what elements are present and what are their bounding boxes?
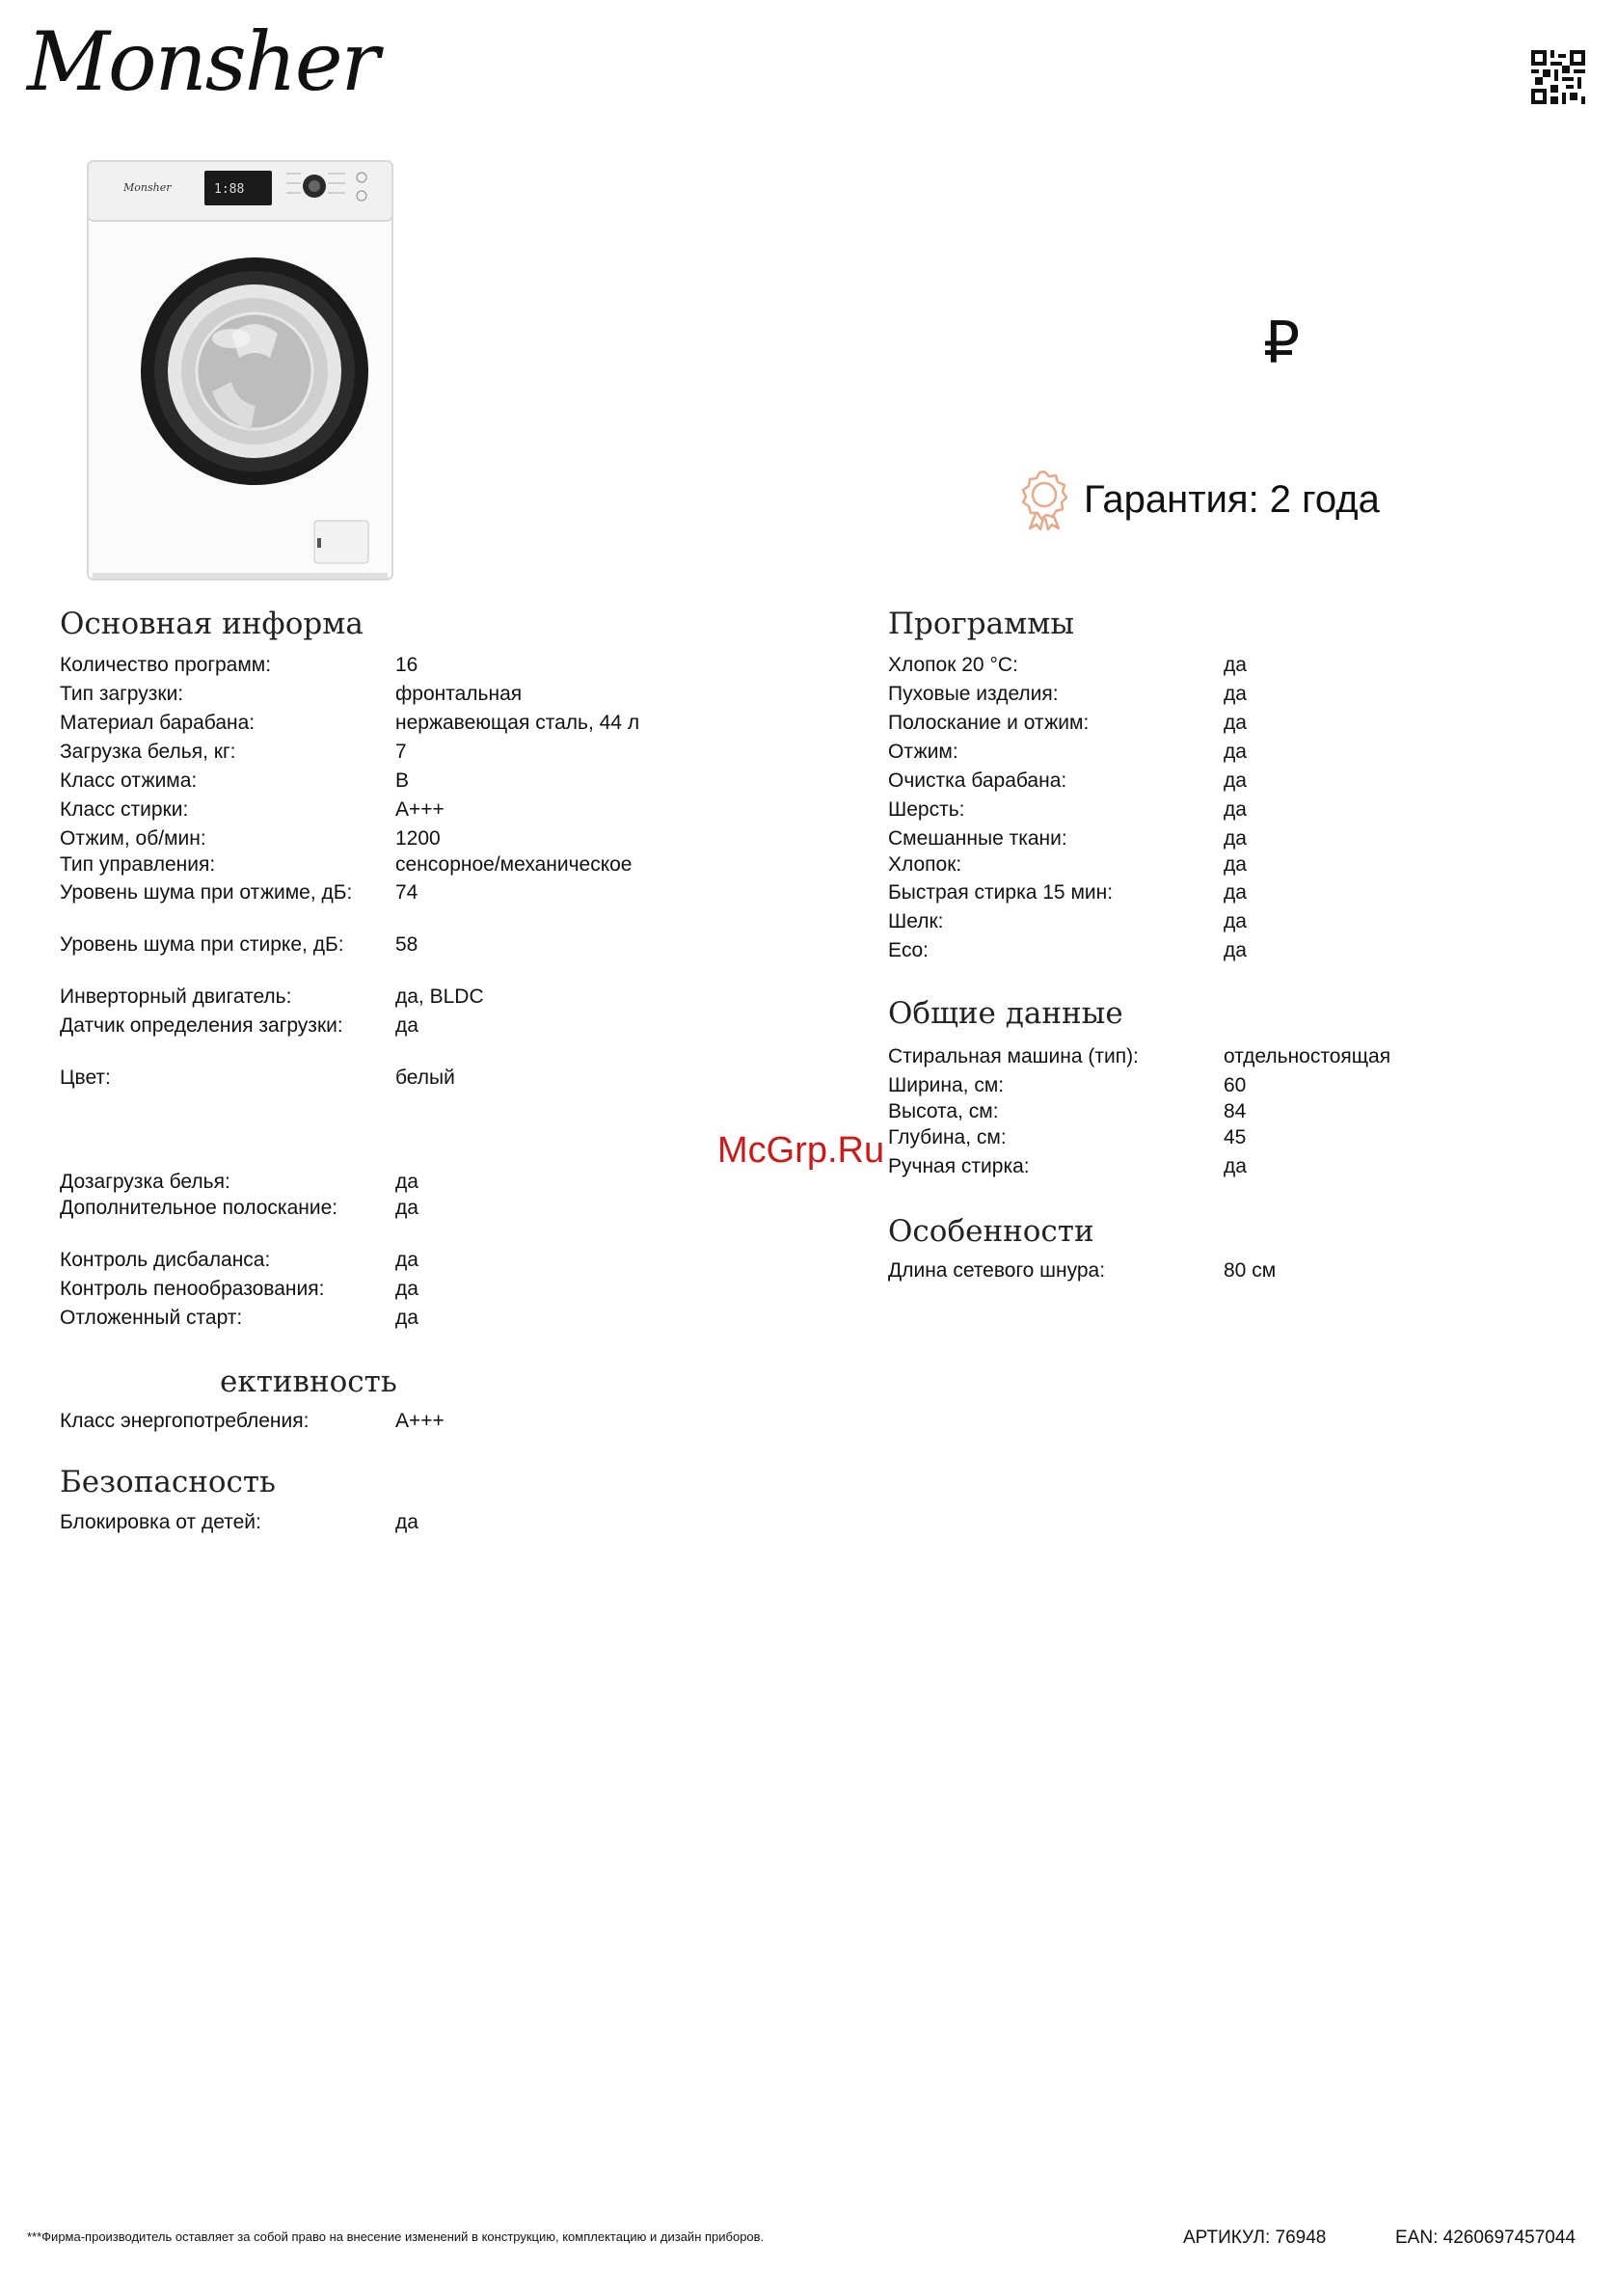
spec-value: сенсорное/механическое	[395, 853, 633, 876]
section-title-programs: Программы	[888, 607, 1075, 641]
spec-value: A+++	[395, 1410, 445, 1432]
spec-value: 84	[1224, 1100, 1247, 1122]
section-title-main: Основная информа	[60, 607, 364, 641]
spec-value: да	[395, 1014, 418, 1037]
spec-value: да	[1224, 827, 1247, 850]
spec-label: Цвет:	[60, 1067, 111, 1089]
spec-label: Дозагрузка белья:	[60, 1171, 230, 1193]
spec-label: Хлопок 20 °C:	[888, 654, 1018, 676]
spec-value: да	[1224, 712, 1247, 734]
footer-ean: EAN: 4260697457044	[1395, 2228, 1576, 2248]
spec-label: Глубина, см:	[888, 1126, 1007, 1148]
spec-value: B	[395, 770, 410, 792]
spec-label: Высота, см:	[888, 1100, 999, 1122]
spec-label: Дополнительное полоскание:	[60, 1197, 338, 1219]
spec-label: Смешанные ткани:	[888, 827, 1067, 850]
footer-disclaimer: ***Фирма-производитель оставляет за собой право на внесение изменений в конструкцию, комплектацию и дизайн приборов.	[27, 2229, 765, 2244]
spec-label: Контроль пенообразования:	[60, 1278, 325, 1300]
spec-label: Полоскание и отжим:	[888, 712, 1090, 734]
price-currency: ₽	[1263, 310, 1301, 377]
section-title-features: Особенности	[888, 1214, 1094, 1249]
spec-label: Шелк:	[888, 910, 944, 932]
washing-machine-image	[87, 160, 393, 581]
spec-value: да	[395, 1278, 418, 1300]
spec-label: Быстрая стирка 15 мин:	[888, 881, 1114, 904]
spec-label: Отжим, об/мин:	[60, 827, 206, 850]
spec-value: да, BLDC	[395, 986, 484, 1008]
spec-value: да	[1224, 770, 1247, 792]
spec-label: Хлопок:	[888, 853, 962, 876]
spec-value: да	[1224, 939, 1247, 961]
spec-value: 74	[395, 881, 418, 904]
spec-value: да	[1224, 853, 1247, 876]
section-title-general: Общие данные	[888, 996, 1123, 1031]
spec-value: 58	[395, 933, 418, 956]
spec-label: Класс отжима:	[60, 770, 198, 792]
spec-value: 16	[395, 654, 418, 676]
spec-value: да	[1224, 683, 1247, 705]
spec-label: Загрузка белья, кг:	[60, 741, 236, 763]
footer-article: АРТИКУЛ: 76948	[1183, 2228, 1327, 2248]
spec-label: Стиральная машина (тип):	[888, 1045, 1139, 1067]
spec-value: белый	[395, 1067, 455, 1089]
spec-value: да	[395, 1171, 418, 1193]
spec-value: 60	[1224, 1074, 1247, 1096]
spec-label: Пуховые изделия:	[888, 683, 1059, 705]
spec-value: 80 см	[1224, 1259, 1277, 1282]
spec-label: Тип управления:	[60, 853, 216, 876]
spec-label: Класс стирки:	[60, 798, 189, 821]
spec-value: да	[395, 1197, 418, 1219]
spec-label: Инверторный двигатель:	[60, 986, 292, 1008]
spec-label: Шерсть:	[888, 798, 965, 821]
spec-label: Класс энергопотребления:	[60, 1410, 310, 1432]
spec-label: Тип загрузки:	[60, 683, 184, 705]
spec-value: 7	[395, 741, 407, 763]
spec-value: фронтальная	[395, 683, 523, 705]
spec-label: Блокировка от детей:	[60, 1511, 261, 1533]
award-badge-icon	[1018, 469, 1070, 530]
spec-label: Отложенный старт:	[60, 1307, 243, 1329]
spec-value: да	[1224, 1155, 1247, 1177]
brand-logo: Monsher	[27, 14, 378, 109]
qr-code-icon	[1531, 50, 1585, 104]
spec-label: Очистка барабана:	[888, 770, 1067, 792]
spec-label: Датчик определения загрузки:	[60, 1014, 343, 1037]
spec-value: да	[1224, 910, 1247, 932]
spec-label: Уровень шума при стирке, дБ:	[60, 933, 344, 956]
spec-value: 45	[1224, 1126, 1247, 1148]
spec-label: Отжим:	[888, 741, 958, 763]
spec-label: Eco:	[888, 939, 930, 961]
section-title-efficiency: ективность	[220, 1364, 397, 1399]
spec-label: Материал барабана:	[60, 712, 256, 734]
spec-label: Ширина, см:	[888, 1074, 1005, 1096]
warranty-block	[1018, 469, 1380, 530]
spec-label: Длина сетевого шнура:	[888, 1259, 1106, 1282]
spec-value: 1200	[395, 827, 441, 850]
svg-text:Monsher: Monsher	[123, 181, 172, 194]
spec-value: нержавеющая сталь, 44 л	[395, 712, 640, 734]
spec-label: Контроль дисбаланса:	[60, 1249, 271, 1271]
svg-text:1:88: 1:88	[214, 182, 245, 197]
section-title-safety: Безопасность	[60, 1465, 276, 1499]
spec-value: да	[1224, 741, 1247, 763]
spec-label: Количество программ:	[60, 654, 272, 676]
spec-value: да	[1224, 881, 1247, 904]
spec-value: да	[395, 1249, 418, 1271]
spec-value: отдельностоящая	[1224, 1045, 1391, 1067]
warranty-text: Гарантия: 2 года	[1084, 477, 1380, 521]
spec-value: да	[1224, 798, 1247, 821]
spec-value: да	[395, 1307, 418, 1329]
spec-label: Ручная стирка:	[888, 1155, 1030, 1177]
spec-value: да	[395, 1511, 418, 1533]
spec-value: A+++	[395, 798, 445, 821]
spec-value: да	[1224, 654, 1247, 676]
spec-label: Уровень шума при отжиме, дБ:	[60, 881, 353, 904]
watermark: McGrp.Ru	[717, 1130, 885, 1171]
